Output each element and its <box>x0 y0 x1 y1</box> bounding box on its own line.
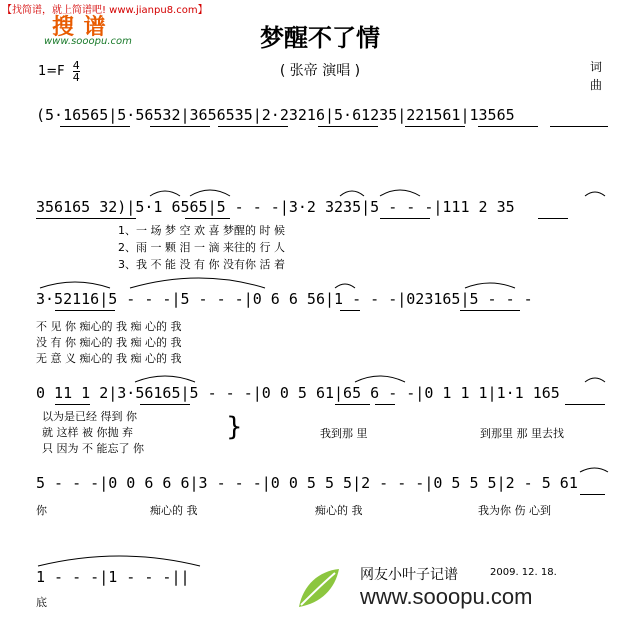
credit-date: 2009. 12. 18. <box>490 567 557 578</box>
lyric-r2-line-2: 2、雨 一 颗 泪 一 滴 来往的 行 人 <box>118 241 285 254</box>
song-title: 梦醒不了情 <box>260 23 380 52</box>
lyric-r3-line-1: 不 见 你 痴心的 我 痴 心的 我 <box>36 320 182 333</box>
score-row-3: 3·52116|5 - - -|5 - - -|0 6 6 56|1 - - -|023165|5 - - - <box>36 290 533 308</box>
lyric-r4-line-2: 就 这样 被 你抛 弃 <box>42 426 133 439</box>
score-row-5: 5 - - -|0 0 6 6 6|3 - - -|0 0 5 5 5|2 - - -|0 5 5 5|2 - 5 61 <box>36 474 578 492</box>
score-row-2: 356165 32)|5·1 6565|5 - - -|3·2 3235|5 - - -|111 2 35 <box>36 198 515 216</box>
lyric-r6: 底 <box>36 596 47 609</box>
lyric-r3-line-3: 无 意 义 痴心的 我 痴 心的 我 <box>36 352 182 365</box>
lyric-r5-c: 痴心的 我 <box>315 504 363 517</box>
time-denominator: 4 <box>72 71 80 84</box>
lyric-r2-line-3: 3、我 不 能 没 有 你 没有你 活 着 <box>118 258 285 271</box>
credit-text: 网友小叶子记谱 <box>360 567 458 583</box>
lyric-r5-d: 我为你 伤 心到 <box>478 504 551 517</box>
composer-label: 曲 <box>590 78 603 92</box>
lyric-r5-a: 你 <box>36 504 47 517</box>
score-row-4: 0 11 1 2|3·56165|5 - - -|0 0 5 61|65 6 - -|0 1 1 1|1·1 165 <box>36 384 560 402</box>
website-url: www.sooopu.com <box>360 584 533 609</box>
lyric-r4-right: 到那里 那 里去找 <box>480 427 564 440</box>
top-banner-note: 【找简谱，就上简谱吧! www.jianpu8.com】 <box>2 5 208 16</box>
performer: ( 张帝 演唱 ) <box>279 63 361 79</box>
lyric-r3-line-2: 没 有 你 痴心的 我 痴 心的 我 <box>36 336 182 349</box>
lyric-r4-middle: 我到那 里 <box>320 427 368 440</box>
brace: } <box>226 412 243 442</box>
logo-url: www.sooopu.com <box>44 36 132 47</box>
key-label: 1=F <box>38 64 65 79</box>
lyric-r5-b: 痴心的 我 <box>150 504 198 517</box>
lyric-r4-line-3: 只 因为 不 能忘了 你 <box>42 442 144 455</box>
score-row-1: (5·16565|5·56532|3656535|2·23216|5·61235|221561|13565 <box>36 106 515 124</box>
lyric-r4-line-1: 以为是已经 得到 你 <box>42 410 137 423</box>
time-numerator: 4 <box>72 59 80 72</box>
lyricist-label: 词 <box>590 60 603 74</box>
logo-name: 搜 谱 <box>52 15 107 40</box>
score-row-6: 1 - - -|1 - - -|| <box>36 568 190 586</box>
lyric-r2-line-1: 1、一 场 梦 空 欢 喜 梦醒的 时 候 <box>118 224 285 237</box>
leaf-logo <box>295 565 343 611</box>
